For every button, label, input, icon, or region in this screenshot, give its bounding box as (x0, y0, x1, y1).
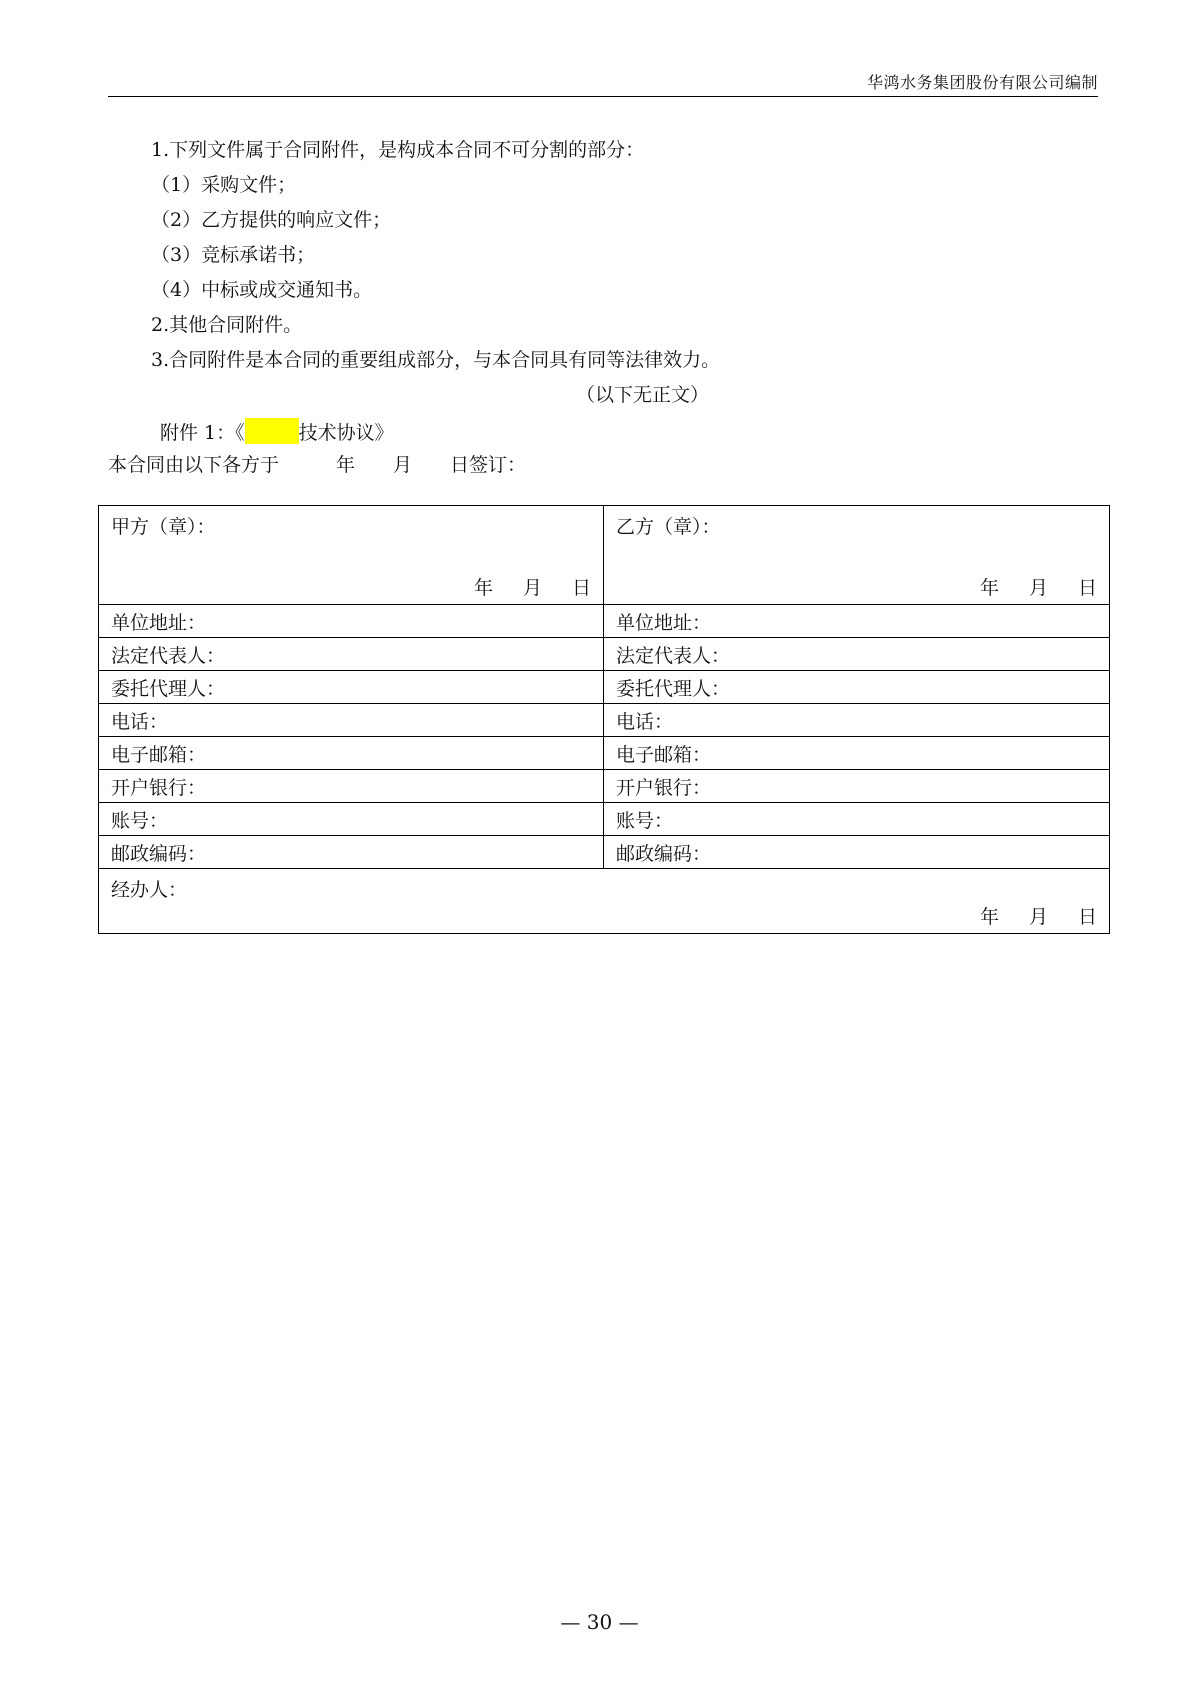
table-row (99, 704, 1110, 737)
attachment-suffix: 技术协议》 (298, 422, 394, 444)
date-month: 月 (1028, 906, 1048, 928)
date-day: 日 (571, 577, 591, 599)
table-row (99, 803, 1110, 836)
party-a-date (474, 573, 591, 600)
date-year: 年 (473, 577, 493, 599)
date-month: 月 (1028, 577, 1048, 599)
date-day: 日 (1077, 906, 1097, 928)
sub-item-1: （1）采购文件； (151, 174, 297, 196)
party-b-label: 乙方（章）： (616, 516, 721, 538)
table-row (99, 671, 1110, 704)
party-b-field: 账号： (604, 803, 1110, 836)
end-note: （以下无正文） (576, 384, 710, 406)
table-row (99, 638, 1110, 671)
handler-cell (99, 869, 1110, 934)
item-1: 1.下列文件属于合同附件，是构成本合同不可分割的部分： (151, 139, 645, 161)
party-a-field: 委托代理人： (99, 671, 604, 704)
highlight-blank (245, 418, 299, 444)
attachment-line (160, 418, 394, 445)
party-b-field: 开户银行： (604, 770, 1110, 803)
party-a-field: 电子邮箱： (99, 737, 604, 770)
date-month: 月 (522, 577, 542, 599)
party-a-field: 法定代表人： (99, 638, 604, 671)
party-a-field: 账号： (99, 803, 604, 836)
signing-line: 本合同由以下各方于 年 月 日签订： (108, 454, 527, 476)
party-b-field: 邮政编码： (604, 836, 1110, 869)
sub-item-3: （3）竞标承诺书； (151, 244, 316, 266)
handler-label: 经办人： (111, 879, 188, 901)
table-row (99, 737, 1110, 770)
party-a-field: 单位地址： (99, 605, 604, 638)
sub-item-4: （4）中标或成交通知书。 (151, 279, 373, 301)
item-3: 3.合同附件是本合同的重要组成部分，与本合同具有同等法律效力。 (151, 349, 721, 371)
party-a-field: 邮政编码： (99, 836, 604, 869)
signature-table (98, 505, 1110, 934)
party-a-label: 甲方（章）： (111, 516, 216, 538)
party-a-field: 开户银行： (99, 770, 604, 803)
party-b-field: 电话： (604, 704, 1110, 737)
party-b-stamp-cell (604, 506, 1110, 605)
party-b-date (980, 573, 1097, 600)
table-row (99, 836, 1110, 869)
party-a-stamp-cell (99, 506, 604, 605)
party-a-field: 电话： (99, 704, 604, 737)
table-row (99, 770, 1110, 803)
page-header (108, 66, 1098, 97)
party-b-field: 委托代理人： (604, 671, 1110, 704)
party-b-field: 单位地址： (604, 605, 1110, 638)
date-day: 日 (1077, 577, 1097, 599)
item-2: 2.其他合同附件。 (151, 314, 303, 336)
sub-item-2: （2）乙方提供的响应文件； (151, 209, 392, 231)
handler-date (980, 902, 1097, 929)
attachment-prefix: 附件 1：《 (160, 422, 245, 444)
party-b-field: 法定代表人： (604, 638, 1110, 671)
page-number: — 30 — (560, 1610, 639, 1634)
table-row (99, 605, 1110, 638)
header-org: 华鸿水务集团股份有限公司编制 (866, 73, 1098, 92)
date-year: 年 (979, 577, 999, 599)
date-year: 年 (979, 906, 999, 928)
party-b-field: 电子邮箱： (604, 737, 1110, 770)
